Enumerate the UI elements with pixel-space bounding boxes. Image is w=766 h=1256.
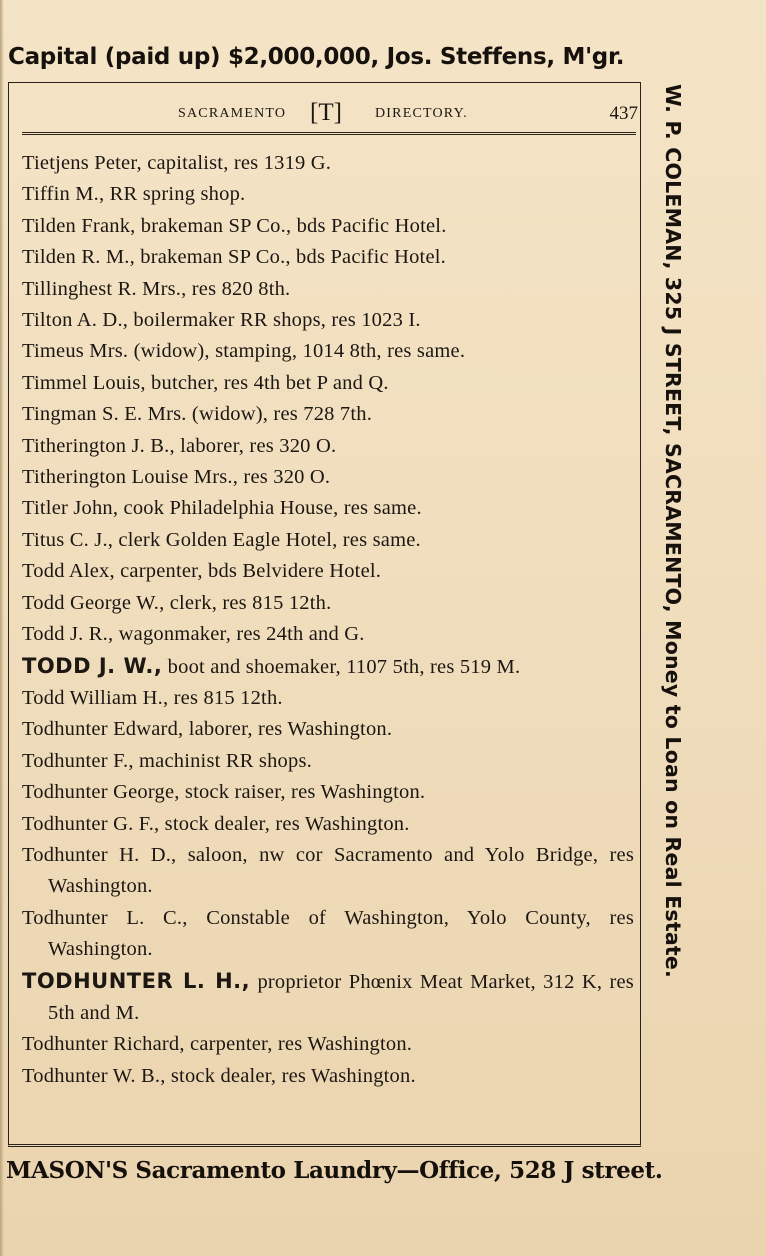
directory-entry: Todhunter W. B., stock dealer, res Washington. bbox=[22, 1064, 416, 1087]
directory-entry: Titler John, cook Philadelphia House, res same. bbox=[22, 497, 422, 520]
page-spine-shadow bbox=[0, 0, 4, 1256]
directory-entry: Tilden R. M., brakeman SP Co., bds Pacific Hotel. bbox=[22, 246, 446, 269]
top-advertisement: Capital (paid up) $2,000,000, Jos. Steffens, M'gr. bbox=[8, 44, 625, 70]
running-head-word: DIRECTORY. bbox=[375, 106, 468, 121]
directory-entry: Tietjens Peter, capitalist, res 1319 G. bbox=[22, 152, 332, 174]
running-head bbox=[20, 99, 640, 127]
running-head-letter: [T] bbox=[310, 99, 342, 126]
directory-entry: Timmel Louis, butcher, res 4th bet P and Q. bbox=[22, 371, 389, 394]
directory-entries bbox=[22, 148, 634, 1092]
directory-entry: Titus C. J., clerk Golden Eagle Hotel, res same. bbox=[22, 528, 421, 551]
directory-entry: Todd George W., clerk, res 815 12th. bbox=[22, 591, 332, 614]
directory-entry: Todhunter L. C., Constable of Washington, Yolo County, res Washington. bbox=[22, 906, 634, 961]
side-advertisement: W. P. COLEMAN, 325 J STREET, SACRAMENTO, Money to Loan on Real Estate. bbox=[661, 84, 685, 978]
directory-entry: Tilden Frank, brakeman SP Co., bds Pacific Hotel. bbox=[22, 214, 447, 237]
directory-entry: Tingman S. E. Mrs. (widow), res 728 7th. bbox=[22, 403, 373, 426]
directory-entry-featured: TODD J. W., boot and shoemaker, 1107 5th, res 519 M. bbox=[22, 653, 521, 678]
bottom-advertisement: MASON'S Sacramento Laundry—Office, 528 J street. bbox=[6, 1157, 663, 1184]
directory-entry: Todhunter F., machinist RR shops. bbox=[22, 749, 312, 772]
directory-entry: Todd J. R., wagonmaker, res 24th and G. bbox=[22, 623, 365, 646]
directory-entry: Todhunter George, stock raiser, res Washington. bbox=[22, 781, 426, 804]
directory-entry: Tiffin M., RR spring shop. bbox=[22, 183, 246, 206]
directory-entry: Timeus Mrs. (widow), stamping, 1014 8th, res same. bbox=[22, 340, 466, 363]
directory-entry: Todhunter G. F., stock dealer, res Washington. bbox=[22, 812, 410, 835]
running-head-city: SACRAMENTO bbox=[178, 106, 287, 121]
directory-entry: Todd Alex, carpenter, bds Belvidere Hotel. bbox=[22, 560, 382, 583]
directory-entry: Todhunter Edward, laborer, res Washington. bbox=[22, 718, 393, 741]
directory-entry: Todhunter Richard, carpenter, res Washington. bbox=[22, 1033, 413, 1056]
page-number: 437 bbox=[609, 103, 638, 124]
directory-entry: Tilton A. D., boilermaker RR shops, res 1023 I. bbox=[22, 309, 421, 332]
directory-entry-featured: TODHUNTER L. H., proprietor Phœnix Meat Market, 312 K, res 5th and M. bbox=[22, 968, 634, 1024]
entry-bold-name: TODD J. W., bbox=[22, 653, 163, 678]
directory-entry: Titherington J. B., laborer, res 320 O. bbox=[22, 434, 337, 457]
directory-entry: Titherington Louise Mrs., res 320 O. bbox=[22, 466, 331, 489]
directory-entry: Tillinghest R. Mrs., res 820 8th. bbox=[22, 277, 291, 300]
entry-bold-name: TODHUNTER L. H., bbox=[22, 968, 251, 993]
directory-entry: Todhunter H. D., saloon, nw cor Sacramento and Yolo Bridge, res Washington. bbox=[22, 843, 634, 898]
directory-entry: Todd William H., res 815 12th. bbox=[22, 686, 283, 709]
header-rule bbox=[22, 132, 636, 135]
